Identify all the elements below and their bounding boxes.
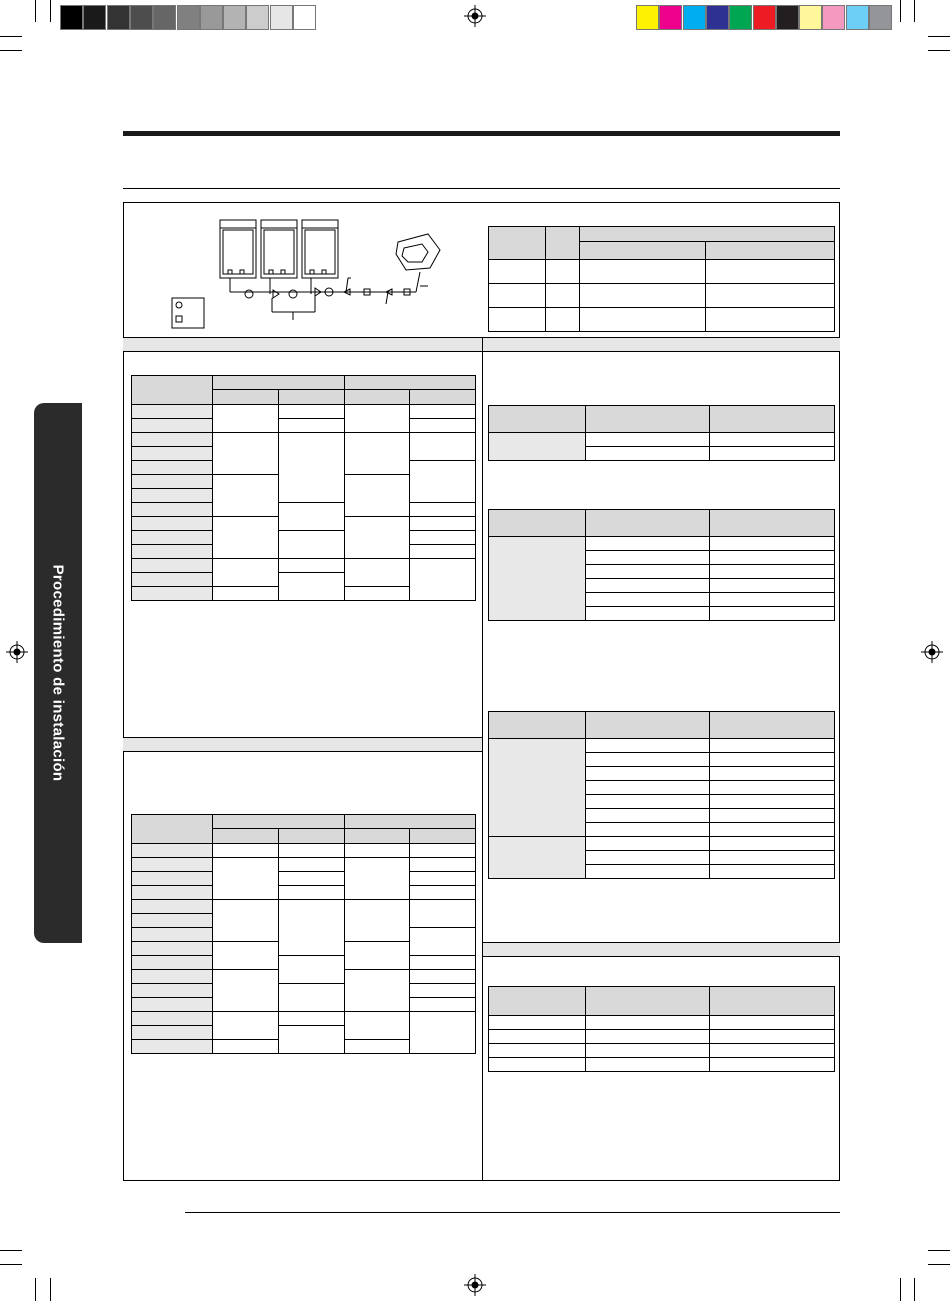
registration-mark-icon xyxy=(921,641,943,663)
section-bar-left-1 xyxy=(123,337,482,352)
gray-swatch xyxy=(60,5,83,30)
side-tab-label: Procedimiento de instalación xyxy=(49,564,67,782)
table-right-2 xyxy=(488,509,835,621)
gray-swatch xyxy=(177,5,200,30)
footer-rule xyxy=(185,1212,840,1213)
gray-swatch xyxy=(246,5,269,30)
color-swatch xyxy=(753,5,776,30)
table-right-4 xyxy=(488,986,835,1072)
table-top-right xyxy=(488,226,835,332)
registration-mark-icon xyxy=(464,1274,486,1296)
section-bar-right-1 xyxy=(483,337,840,352)
registration-mark-icon xyxy=(464,5,486,27)
color-swatch xyxy=(659,5,682,30)
color-swatch xyxy=(869,5,892,30)
registration-mark-icon xyxy=(6,641,28,663)
table-left-1 xyxy=(131,375,476,601)
gray-swatch xyxy=(153,5,176,30)
table-right-3 xyxy=(488,711,835,879)
frame-column-divider xyxy=(482,337,483,1181)
header-rule-thin xyxy=(123,188,840,189)
color-swatch xyxy=(683,5,706,30)
color-swatch xyxy=(799,5,822,30)
piping-diagram xyxy=(160,212,450,337)
color-swatch xyxy=(822,5,845,30)
color-swatch xyxy=(846,5,869,30)
table-left-2 xyxy=(131,814,476,1054)
header-rule-thick xyxy=(123,131,840,136)
table-right-1 xyxy=(488,405,835,461)
color-swatch xyxy=(706,5,729,30)
gray-swatch xyxy=(270,5,293,30)
gray-swatch xyxy=(200,5,223,30)
gray-swatch xyxy=(293,5,316,30)
side-tab xyxy=(34,403,82,943)
section-bar-left-2 xyxy=(123,737,482,752)
gray-swatch xyxy=(107,5,130,30)
color-swatch xyxy=(776,5,799,30)
color-swatch xyxy=(729,5,752,30)
gray-swatch xyxy=(223,5,246,30)
color-swatch xyxy=(636,5,659,30)
gray-swatch xyxy=(83,5,106,30)
section-bar-right-2 xyxy=(483,942,840,957)
gray-swatch xyxy=(130,5,153,30)
